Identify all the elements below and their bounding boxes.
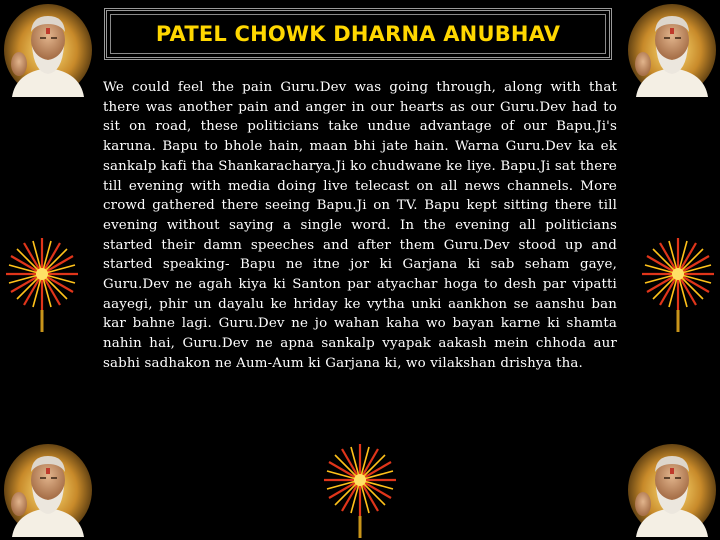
guru-portrait-image xyxy=(2,442,94,537)
guru-portrait-image xyxy=(626,2,718,97)
guru-portrait-image xyxy=(2,2,94,97)
firework-image xyxy=(2,228,82,333)
firework-image xyxy=(638,228,718,333)
title-frame xyxy=(104,8,612,60)
body-paragraph: We could feel the pain Guru.Dev was going through, along with that there was another pain and anger in our hearts as our Guru.Dev had to sit on road, these politicians take undue advantage of our Bapu.Ji's karuna. Bapu to bhole hain, maan bhi jate hain. Warna Guru.Dev ka ek sankalp kafi tha Shankaracharya.Ji ko chudwane ke liye. Bapu.Ji sat there till evening with media doing live telecast on all news channels. More crowd gathered there seeing Bapu.Ji on TV. Bapu kept sitting there till evening without saying a single word. In the evening all politicians started their damn speeches and after them Guru.Dev stood up and started speaking- Bapu ne itne jor ki Garjana ki sab seham gaye, Guru.Dev ne agah kiya ki Santon par atyachar hoga to desh par vipatti aayegi, phir un dayalu ke hriday ke vytha unki aankhon se aanshu ban kar bahne lagi. Guru.Dev ne jo wahan kaha wo bayan karne ki shamta nahin hai, Guru.Dev ne apna sankalp vyapak aakash mein chhoda aur sabhi sadhakon ne Aum-Aum ki Garjana ki, wo vilakshan drishya tha. xyxy=(103,80,617,371)
firework-image xyxy=(320,434,400,539)
guru-portrait-image xyxy=(626,442,718,537)
page-title: PATEL CHOWK DHARNA ANUBHAV xyxy=(155,22,561,46)
